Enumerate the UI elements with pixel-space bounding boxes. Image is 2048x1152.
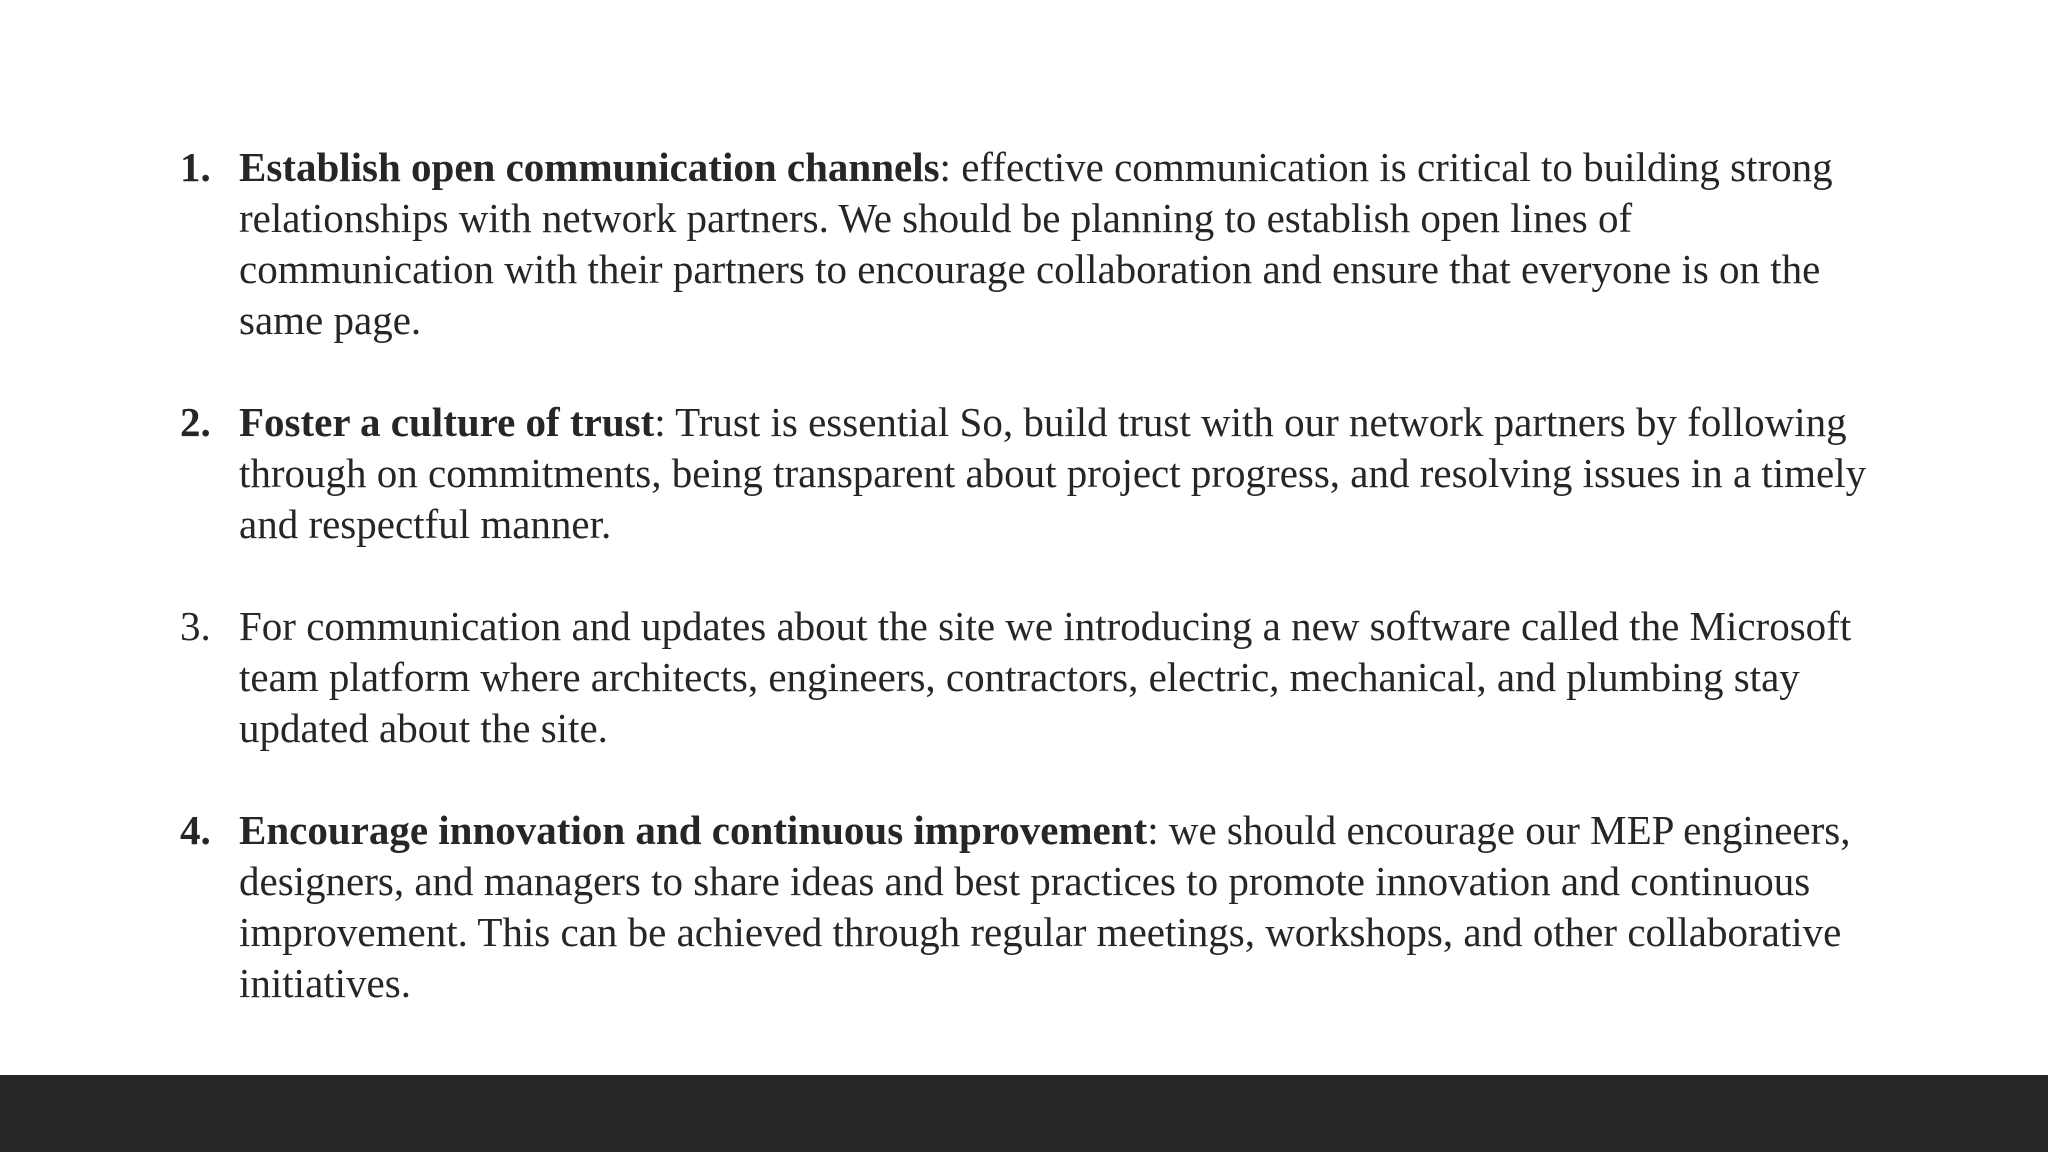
list-item-2	[180, 397, 1880, 550]
list-item-text	[239, 805, 1879, 1009]
list-item-lead: Foster a culture of trust	[239, 399, 655, 445]
list-item-body: For communication and updates about the site we introducing a new software called the Microsoft team platform where architects, engineers, contractors, electric, mechanical, and plumbing stay updated about the site.	[239, 603, 1852, 751]
list-item-body: : we should encourage our MEP engineers, designers, and managers to share ideas and best practices to promote innovation and continuous improvement. This can be achieved through regular meetings, workshops, and other collaborative initiatives.	[239, 807, 1851, 1006]
list-item-text	[239, 397, 1879, 550]
list-item-4	[180, 805, 1880, 1009]
list-item-1	[180, 142, 1880, 346]
list-number: 2.	[180, 399, 211, 445]
list-item-text	[239, 142, 1879, 346]
footer-bar	[0, 1075, 2048, 1152]
list-item-lead: Establish open communication channels	[239, 144, 940, 190]
list-item-3	[180, 601, 1880, 754]
list-item-text	[239, 601, 1879, 754]
numbered-list	[180, 142, 1880, 1009]
list-item-body: : Trust is essential So, build trust with our network partners by following through on commitments, being transparent about project progress, and resolving issues in a timely and respectful manner.	[239, 399, 1867, 547]
list-number: 3.	[180, 603, 211, 649]
list-item-body: : effective communication is critical to building strong relationships with network partners. We should be planning to establish open lines of communication with their partners to encourage collaboration and ensure that everyone is on the same page.	[239, 144, 1833, 343]
list-item-lead: Encourage innovation and continuous improvement	[239, 807, 1148, 853]
list-number: 1.	[180, 144, 211, 190]
list-number: 4.	[180, 807, 211, 853]
